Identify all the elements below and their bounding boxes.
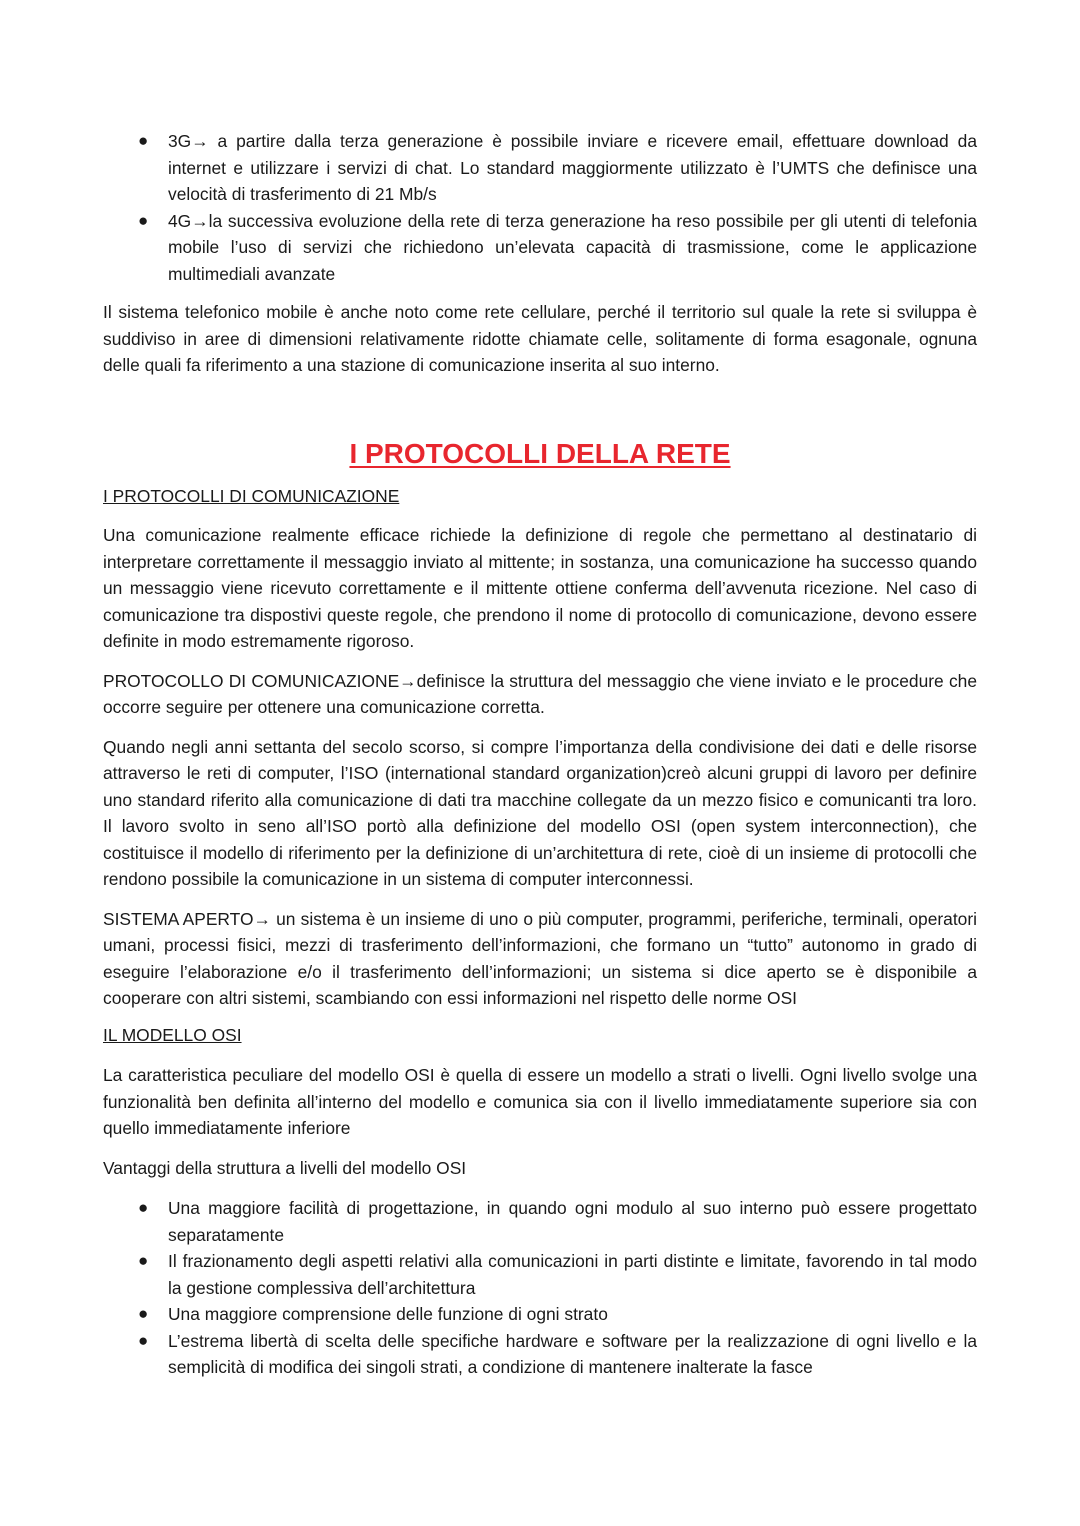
list-item xyxy=(103,208,977,288)
list-item-text: Una maggiore comprensione delle funzione di ogni strato xyxy=(168,1304,608,1324)
advantages-list xyxy=(103,1195,977,1381)
bullet-icon: ● xyxy=(138,1198,149,1217)
list-item xyxy=(103,1248,977,1301)
list-item-text: Una maggiore facilità di progettazione, in quando ogni modulo al suo interno può essere progettato separatamente xyxy=(168,1198,977,1245)
list-item-text: L’estrema libertà di scelta delle specifiche hardware e software per la realizzazione di ogni livello e la semplicità di modifica dei singoli strati, a condizione di mantenere inalterate la fasce xyxy=(168,1330,977,1377)
subheading-osi: IL MODELLO OSI xyxy=(103,1024,242,1045)
list-item xyxy=(103,1301,977,1328)
paragraph-vantaggi: Vantaggi della struttura a livelli del modello OSI xyxy=(103,1157,467,1178)
paragraph-sistema-aperto: SISTEMA APERTO→ un sistema è un insieme di uno o più computer, programmi, periferiche, terminali, operatori umani, processi fisici, mezzi di trasferimento dell’informazioni, che formano un “tutto” autonomo in grado di eseguire l’elaborazione e/o il trasferimento dell’informazioni; un sistema si dice aperto se è disponibile a cooperare con altri sistemi, scambiando con essi informazioni nel rispetto delle norme OSI xyxy=(103,908,977,1008)
bullet-icon: ● xyxy=(138,210,149,230)
list-item xyxy=(103,128,977,208)
list-item-text: Il frazionamento degli aspetti relativi alla comunicazioni in parti distinte e limitate, favorendo in tal modo la gestione complessiva dell’architettura xyxy=(168,1251,977,1298)
bullet-icon: ● xyxy=(138,1251,149,1270)
bullet-icon: ● xyxy=(138,131,149,150)
list-item xyxy=(103,1195,977,1248)
list-item xyxy=(103,1328,977,1381)
bullet-icon: ● xyxy=(138,1330,149,1350)
paragraph-osi: La caratteristica peculiare del modello OSI è quella di essere un modello a strati o livelli. Ogni livello svolge una funzionalità ben definita all’interno del modello e comunica sia con il livello immediatamente superiore sia con quello immediatamente inferiore xyxy=(103,1065,977,1138)
paragraph-cellular: Il sistema telefonico mobile è anche noto come rete cellulare, perché il territorio sul quale la rete si sviluppa è suddiviso in aree di dimensioni relativamente ridotte chiamate celle, solitamente di forma esagonale, ognuna delle quali fa riferimento a una stazione di comunicazione inserita al suo interno. xyxy=(103,302,977,375)
list-item-text: 4G→la successiva evoluzione della rete di terza generazione ha reso possibile per gli utenti di telefonia mobile l’uso di servizi che richiedono un’elevata capacità di trasmissione, come le applicazione multimediali avanzate xyxy=(168,210,977,284)
generation-list xyxy=(103,128,977,287)
section-title: I PROTOCOLLI DELLA RETE xyxy=(349,437,731,469)
subheading-protocolli: I PROTOCOLLI DI COMUNICAZIONE xyxy=(103,485,400,506)
bullet-icon: ● xyxy=(138,1304,149,1323)
list-item-text: 3G→ a partire dalla terza generazione è possibile inviare e ricevere email, effettuare download da internet e utilizzare i servizi di chat. Lo standard maggiormente utilizzato è l’UMTS che definisce una velocità di trasferimento di 21 Mb/s xyxy=(168,131,977,204)
paragraph-protocollo-definition: PROTOCOLLO DI COMUNICAZIONE→definisce la struttura del messaggio che viene inviato e le procedure che occorre seguire per ottenere una comunicazione corretta. xyxy=(103,670,977,717)
paragraph-iso: Quando negli anni settanta del secolo scorso, si compre l’importanza della condivisione dei dati e delle risorse attraverso le reti di computer, l’ISO (international standard organization)creò alcuni gruppi di lavoro per definire uno standard riferito alla comunicazione di dati tra macchine collegate da un mezzo fisico e comunicanti tra loro. Il lavoro svolto in seno all’ISO portò alla definizione del modello OSI (open system interconnection), che costituisce il modello di riferimento per la definizione di un’architettura di rete, cioè di un insieme di protocolli che rendono possibile la comunicazione in un sistema di computer interconnessi. xyxy=(103,736,977,889)
document-page xyxy=(103,128,977,1381)
paragraph-comunicazione: Una comunicazione realmente efficace richiede la definizione di regole che permettano al destinatario di interpretare correttamente il messaggio inviato al mittente; in sostanza, una comunicazione ha successo quando un messaggio viene ricevuto correttamente e il mittente ottiene conferma dell’avvenuta ricezione. Nel caso di comunicazione tra dispostivi queste regole, che prendono il nome di protocollo di comunicazione, devono essere definite in modo estremamente rigoroso. xyxy=(103,525,977,651)
